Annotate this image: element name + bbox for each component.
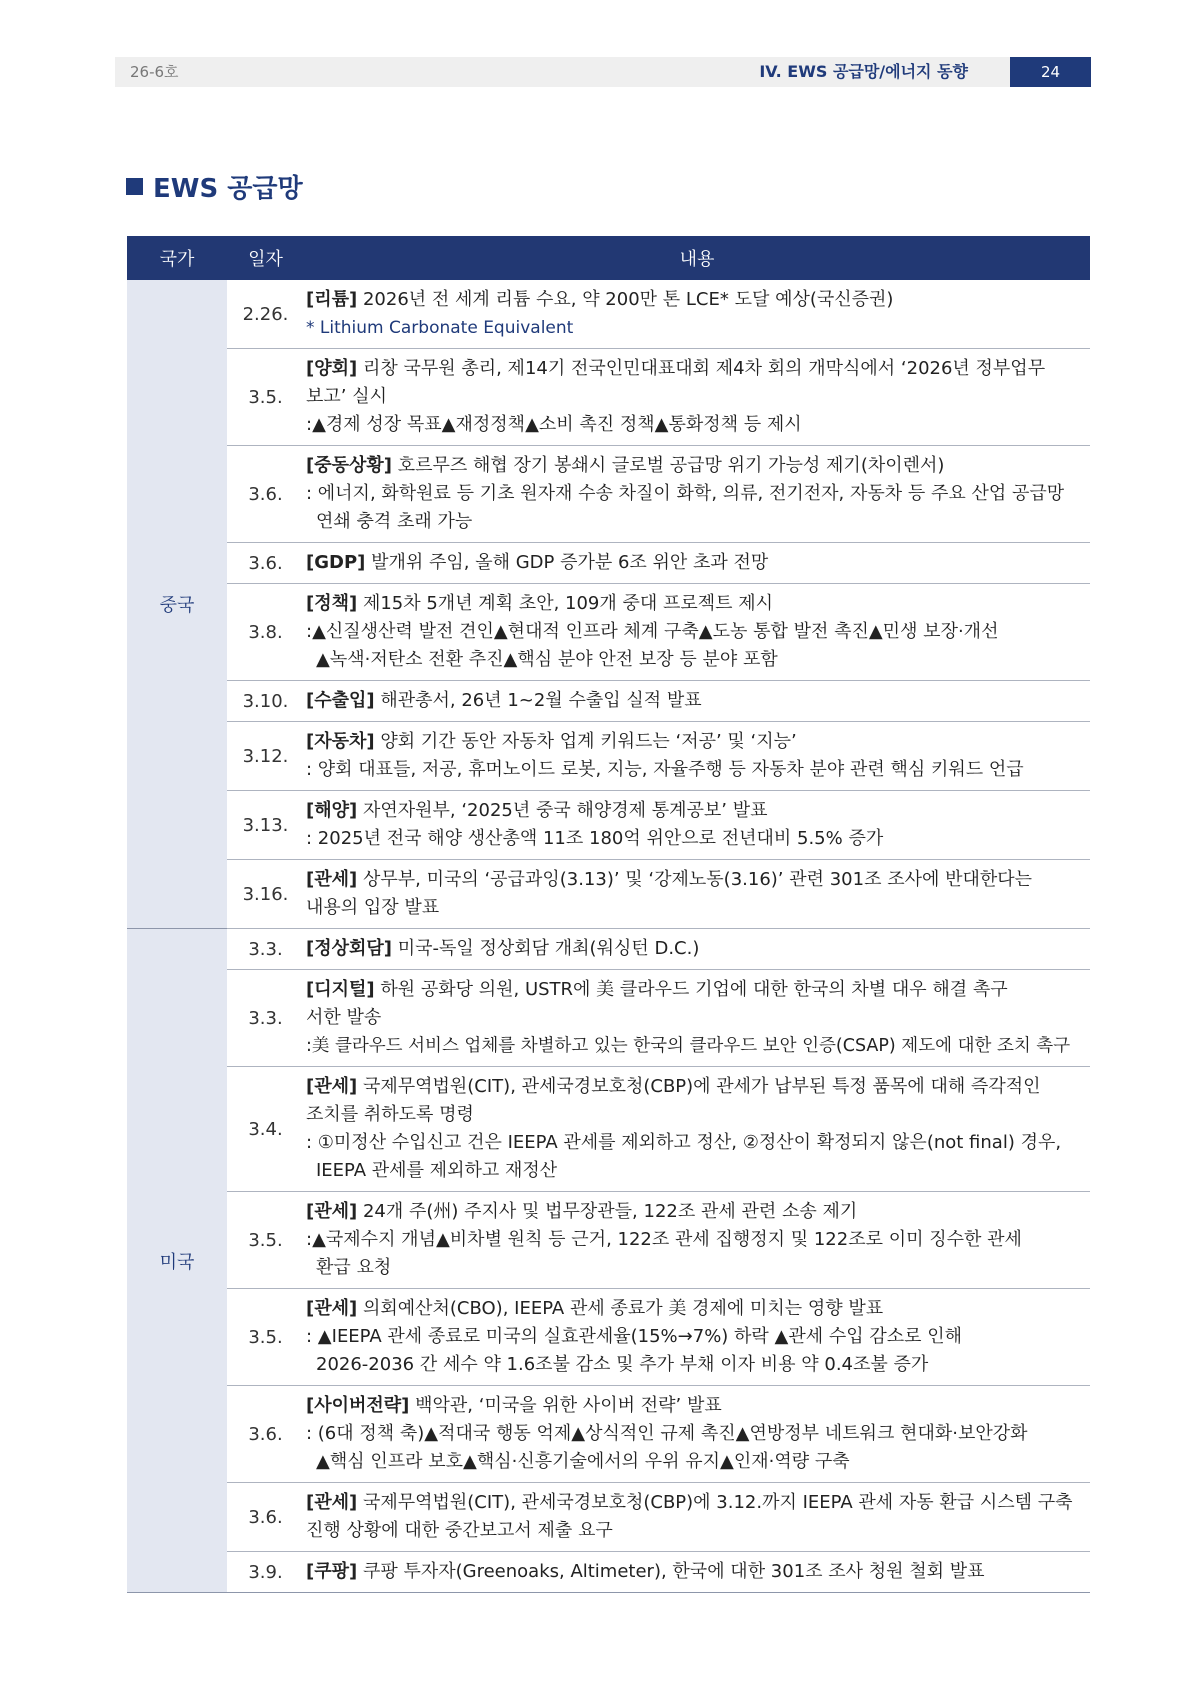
- content-line: [306, 1420, 1082, 1448]
- content-text: 국제무역법원(CIT), 관세국경보호청(CBP)에 관세가 납부된 특정 품목에 대해 즉각적인: [357, 1076, 1041, 1097]
- column-header-country: 국가: [127, 236, 227, 280]
- date-cell: 3.16.: [227, 860, 304, 929]
- table-header-row: [127, 236, 1090, 280]
- category-tag: [디지털]: [306, 979, 375, 1000]
- content-line: [306, 411, 1082, 439]
- content-line: [306, 1489, 1082, 1517]
- content-text: 연쇄 충격 초래 가능: [316, 511, 473, 532]
- content-text: ▲핵심 인프라 보호▲핵심·신흥기술에서의 우위 유지▲인재·역량 구축: [316, 1451, 850, 1472]
- content-line: [306, 383, 1082, 411]
- column-header-date: 일자: [227, 236, 304, 280]
- square-bullet-icon: [126, 178, 143, 195]
- content-line: [306, 314, 1082, 342]
- category-tag: [관세]: [306, 1201, 358, 1222]
- column-header-content: 내용: [304, 236, 1090, 280]
- content-cell: [304, 722, 1090, 791]
- section-title: IV. EWS 공급망/에너지 동향: [759, 62, 968, 81]
- content-line: [306, 590, 1082, 618]
- page-number: 24: [1010, 57, 1091, 87]
- table-row: [127, 1483, 1090, 1552]
- content-line: [306, 452, 1082, 480]
- content-cell: [304, 1552, 1090, 1593]
- content-text: 자연자원부, ‘2025년 중국 해양경제 통계공보’ 발표: [357, 800, 768, 821]
- page-title: [126, 168, 303, 205]
- content-line: [306, 1295, 1082, 1323]
- date-cell: 3.9.: [227, 1552, 304, 1593]
- content-text: 국제무역법원(CIT), 관세국경보호청(CBP)에 3.12.까지 IEEPA 관세 자동 환급 시스템 구축: [357, 1492, 1073, 1513]
- content-line: [306, 1157, 1082, 1185]
- content-cell: [304, 1067, 1090, 1192]
- content-cell: [304, 280, 1090, 349]
- supply-chain-table: [127, 236, 1090, 1593]
- content-text: 해관총서, 26년 1~2월 수출입 실적 발표: [374, 690, 702, 711]
- date-cell: 3.6.: [227, 543, 304, 584]
- content-line: [306, 286, 1082, 314]
- content-line: [306, 894, 1082, 922]
- table-row: [127, 681, 1090, 722]
- date-cell: 3.12.: [227, 722, 304, 791]
- category-tag: [중동상황]: [306, 455, 393, 476]
- category-tag: [정책]: [306, 593, 358, 614]
- table-row: [127, 543, 1090, 584]
- content-text: 호르무즈 해협 장기 봉쇄시 글로벌 공급망 위기 가능성 제기(차이렌서): [392, 455, 945, 476]
- issue-number: 26-6호: [130, 63, 179, 81]
- content-text: 하원 공화당 의원, USTR에 美 클라우드 기업에 대한 한국의 차별 대우 해결 촉구: [374, 979, 1008, 1000]
- content-line: [306, 1448, 1082, 1476]
- table-row: [127, 280, 1090, 349]
- content-line: [306, 508, 1082, 536]
- content-line: [306, 1392, 1082, 1420]
- date-cell: 3.4.: [227, 1067, 304, 1192]
- content-cell: [304, 446, 1090, 543]
- content-text: 환급 요청: [316, 1257, 392, 1278]
- content-line: [306, 976, 1082, 1004]
- content-text: : 양회 대표들, 저공, 휴머노이드 로봇, 지능, 자율주행 등 자동차 분야 관련 핵심 키워드 언급: [306, 759, 1024, 780]
- footnote-text: * Lithium Carbonate Equivalent: [306, 318, 574, 338]
- table-row: [127, 791, 1090, 860]
- content-text: IEEPA 관세를 제외하고 재정산: [316, 1160, 558, 1181]
- content-text: :▲경제 성장 목표▲재정정책▲소비 촉진 정책▲통화정책 등 제시: [306, 414, 802, 435]
- country-cell: 중국: [127, 280, 227, 929]
- content-text: : 에너지, 화학원료 등 기초 원자재 수송 차질이 화학, 의류, 전기전자, 자동차 등 주요 산업 공급망: [306, 483, 1065, 504]
- table-row: [127, 1192, 1090, 1289]
- content-cell: [304, 349, 1090, 446]
- content-text: 의회예산처(CBO), IEEPA 관세 종료가 美 경제에 미치는 영향 발표: [357, 1298, 884, 1319]
- category-tag: [양회]: [306, 358, 358, 379]
- category-tag: [해양]: [306, 800, 358, 821]
- category-tag: [관세]: [306, 1076, 358, 1097]
- content-text: 발개위 주임, 올해 GDP 증가분 6조 위안 초과 전망: [365, 552, 769, 573]
- table-row: [127, 860, 1090, 929]
- content-text: 리창 국무원 총리, 제14기 전국인민대표대회 제4차 회의 개막식에서 ‘2026년 정부업무: [357, 358, 1046, 379]
- page-title-text: EWS 공급망: [153, 174, 303, 204]
- content-line: [306, 866, 1082, 894]
- content-cell: [304, 1192, 1090, 1289]
- table-row: [127, 1386, 1090, 1483]
- date-cell: 3.13.: [227, 791, 304, 860]
- category-tag: [GDP]: [306, 552, 366, 573]
- content-line: [306, 355, 1082, 383]
- content-line: [306, 618, 1082, 646]
- category-tag: [사이버전략]: [306, 1395, 410, 1416]
- category-tag: [수출입]: [306, 690, 375, 711]
- date-cell: 3.6.: [227, 1483, 304, 1552]
- table-row: [127, 929, 1090, 970]
- content-line: [306, 1198, 1082, 1226]
- content-text: 24개 주(州) 주지사 및 법무장관들, 122조 관세 관련 소송 제기: [357, 1201, 858, 1222]
- content-line: [306, 825, 1082, 853]
- content-text: : 2025년 전국 해양 생산총액 11조 180억 위안으로 전년대비 5.5% 증가: [306, 828, 884, 849]
- date-cell: 2.26.: [227, 280, 304, 349]
- content-cell: [304, 1289, 1090, 1386]
- content-cell: [304, 584, 1090, 681]
- content-text: 조치를 취하도록 명령: [306, 1104, 474, 1125]
- content-cell: [304, 543, 1090, 584]
- table-row: [127, 584, 1090, 681]
- date-cell: 3.8.: [227, 584, 304, 681]
- table-row: [127, 1067, 1090, 1192]
- table-row: [127, 1552, 1090, 1593]
- content-line: [306, 756, 1082, 784]
- content-cell: [304, 681, 1090, 722]
- table-row: [127, 970, 1090, 1067]
- content-cell: [304, 970, 1090, 1067]
- content-text: :▲국제수지 개념▲비차별 원칙 등 근거, 122조 관세 집행정지 및 122조로 이미 징수한 관세: [306, 1229, 1022, 1250]
- content-line: [306, 687, 1082, 715]
- content-line: [306, 1254, 1082, 1282]
- category-tag: [자동차]: [306, 731, 375, 752]
- content-line: [306, 1101, 1082, 1129]
- content-line: [306, 1129, 1082, 1157]
- content-text: 제15차 5개년 계획 초안, 109개 중대 프로젝트 제시: [357, 593, 774, 614]
- category-tag: [관세]: [306, 869, 358, 890]
- content-text: 2026-2036 간 세수 약 1.6조불 감소 및 추가 부채 이자 비용 약 0.4조불 증가: [316, 1354, 929, 1375]
- content-text: 2026년 전 세계 리튬 수요, 약 200만 톤 LCE* 도달 예상(국신증권): [357, 289, 894, 310]
- category-tag: [정상회담]: [306, 938, 393, 959]
- content-text: : ▲IEEPA 관세 종료로 미국의 실효관세율(15%→7%) 하락 ▲관세 수입 감소로 인해: [306, 1326, 963, 1347]
- date-cell: 3.3.: [227, 929, 304, 970]
- table-row: [127, 349, 1090, 446]
- content-text: :▲신질생산력 발전 견인▲현대적 인프라 체계 구축▲도농 통합 발전 촉진▲민생 보장·개선: [306, 621, 999, 642]
- content-text: 미국-독일 정상회담 개최(워싱턴 D.C.): [392, 938, 700, 959]
- content-line: [306, 549, 1082, 577]
- date-cell: 3.5.: [227, 1289, 304, 1386]
- table-body: [127, 280, 1090, 1593]
- country-cell: 미국: [127, 929, 227, 1593]
- content-text: : ①미정산 수입신고 건은 IEEPA 관세를 제외하고 정산, ②정산이 확정되지 않은(not final) 경우,: [306, 1132, 1062, 1153]
- content-cell: [304, 860, 1090, 929]
- content-line: [306, 1032, 1082, 1060]
- category-tag: [리튬]: [306, 289, 358, 310]
- content-text: 서한 발송: [306, 1007, 382, 1028]
- content-text: : (6대 정책 축)▲적대국 행동 억제▲상식적인 규제 촉진▲연방정부 네트워크 현대화·보안강화: [306, 1423, 1028, 1444]
- content-text: :美 클라우드 서비스 업체를 차별하고 있는 한국의 클라우드 보안 인증(CSAP) 제도에 대한 조치 촉구: [306, 1036, 1071, 1056]
- content-text: 보고’ 실시: [306, 386, 387, 407]
- content-text: 진행 상황에 대한 중간보고서 제출 요구: [306, 1520, 613, 1541]
- date-cell: 3.6.: [227, 1386, 304, 1483]
- content-text: 쿠팡 투자자(Greenoaks, Altimeter), 한국에 대한 301조 조사 청원 철회 발표: [357, 1561, 985, 1582]
- content-text: 내용의 입장 발표: [306, 897, 440, 918]
- category-tag: [관세]: [306, 1298, 358, 1319]
- content-line: [306, 728, 1082, 756]
- content-line: [306, 797, 1082, 825]
- content-cell: [304, 1483, 1090, 1552]
- table-row: [127, 446, 1090, 543]
- content-line: [306, 935, 1082, 963]
- content-line: [306, 646, 1082, 674]
- content-line: [306, 1558, 1082, 1586]
- content-line: [306, 1323, 1082, 1351]
- content-text: 상무부, 미국의 ‘공급과잉(3.13)’ 및 ‘강제노동(3.16)’ 관련 301조 조사에 반대한다는: [357, 869, 1033, 890]
- date-cell: 3.10.: [227, 681, 304, 722]
- content-text: ▲녹색·저탄소 전환 추진▲핵심 분야 안전 보장 등 분야 포함: [316, 649, 778, 670]
- content-cell: [304, 929, 1090, 970]
- table-row: [127, 1289, 1090, 1386]
- content-line: [306, 1226, 1082, 1254]
- table-row: [127, 722, 1090, 791]
- date-cell: 3.6.: [227, 446, 304, 543]
- content-line: [306, 1517, 1082, 1545]
- content-line: [306, 480, 1082, 508]
- content-text: 양회 기간 동안 자동차 업계 키워드는 ‘저공’ 및 ‘지능’: [374, 731, 797, 752]
- category-tag: [쿠팡]: [306, 1561, 358, 1582]
- category-tag: [관세]: [306, 1492, 358, 1513]
- content-line: [306, 1073, 1082, 1101]
- content-line: [306, 1351, 1082, 1379]
- date-cell: 3.3.: [227, 970, 304, 1067]
- date-cell: 3.5.: [227, 1192, 304, 1289]
- content-cell: [304, 791, 1090, 860]
- content-cell: [304, 1386, 1090, 1483]
- content-text: 백악관, ‘미국을 위한 사이버 전략’ 발표: [409, 1395, 722, 1416]
- content-line: [306, 1004, 1082, 1032]
- date-cell: 3.5.: [227, 349, 304, 446]
